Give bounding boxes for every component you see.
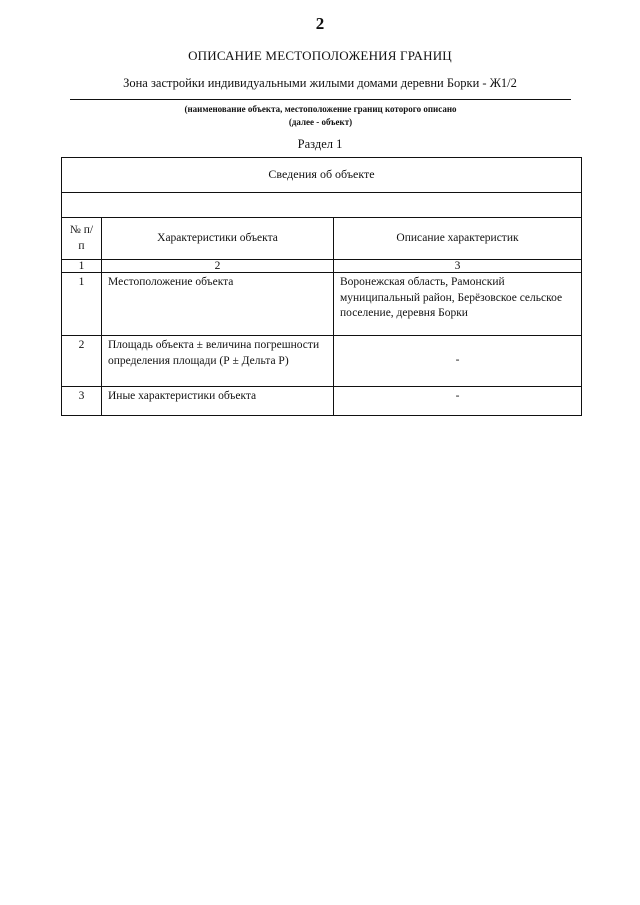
column-index-row bbox=[62, 260, 582, 273]
caption-line-2: (далее - объект) bbox=[288, 117, 353, 127]
object-name: Зона застройки индивидуальными жилыми домами деревни Борки - Ж1/2 bbox=[123, 76, 517, 90]
document-title: ОПИСАНИЕ МЕСТОПОЛОЖЕНИЯ ГРАНИЦ bbox=[188, 48, 452, 63]
row-description: - bbox=[334, 387, 582, 416]
table-row bbox=[62, 387, 582, 416]
row-number: 2 bbox=[62, 336, 102, 387]
column-header-row bbox=[62, 218, 582, 260]
table-row bbox=[62, 336, 582, 387]
row-characteristic: Местоположение объекта bbox=[102, 273, 334, 336]
object-info-table bbox=[61, 157, 582, 416]
blank-cell bbox=[62, 193, 582, 218]
row-number: 1 bbox=[62, 273, 102, 336]
column-header-description: Описание характеристик bbox=[334, 218, 582, 260]
column-index: 2 bbox=[102, 260, 334, 273]
row-description: Воронежская область, Рамонский муниципальный район, Берёзовское сельское поселение, деревня Борки bbox=[334, 273, 582, 336]
column-header-number: № п/п bbox=[62, 218, 102, 260]
table-row bbox=[62, 273, 582, 336]
object-caption bbox=[70, 103, 571, 129]
page-number: 2 bbox=[315, 14, 325, 33]
row-characteristic: Площадь объекта ± величина погрешности определения площади (Р ± Дельта Р) bbox=[102, 336, 334, 387]
table-blank-row bbox=[62, 193, 582, 218]
column-index: 1 bbox=[62, 260, 102, 273]
row-characteristic: Иные характеристики объекта bbox=[102, 387, 334, 416]
section-title: Раздел 1 bbox=[297, 137, 343, 151]
column-index: 3 bbox=[334, 260, 582, 273]
table-header: Сведения об объекте bbox=[62, 158, 582, 193]
table-header-row bbox=[62, 158, 582, 193]
column-header-characteristics: Характеристики объекта bbox=[102, 218, 334, 260]
row-number: 3 bbox=[62, 387, 102, 416]
row-description: - bbox=[334, 336, 582, 387]
caption-line-1: (наименование объекта, местоположение границ которого описано bbox=[184, 104, 457, 114]
object-name-underline bbox=[70, 99, 571, 100]
